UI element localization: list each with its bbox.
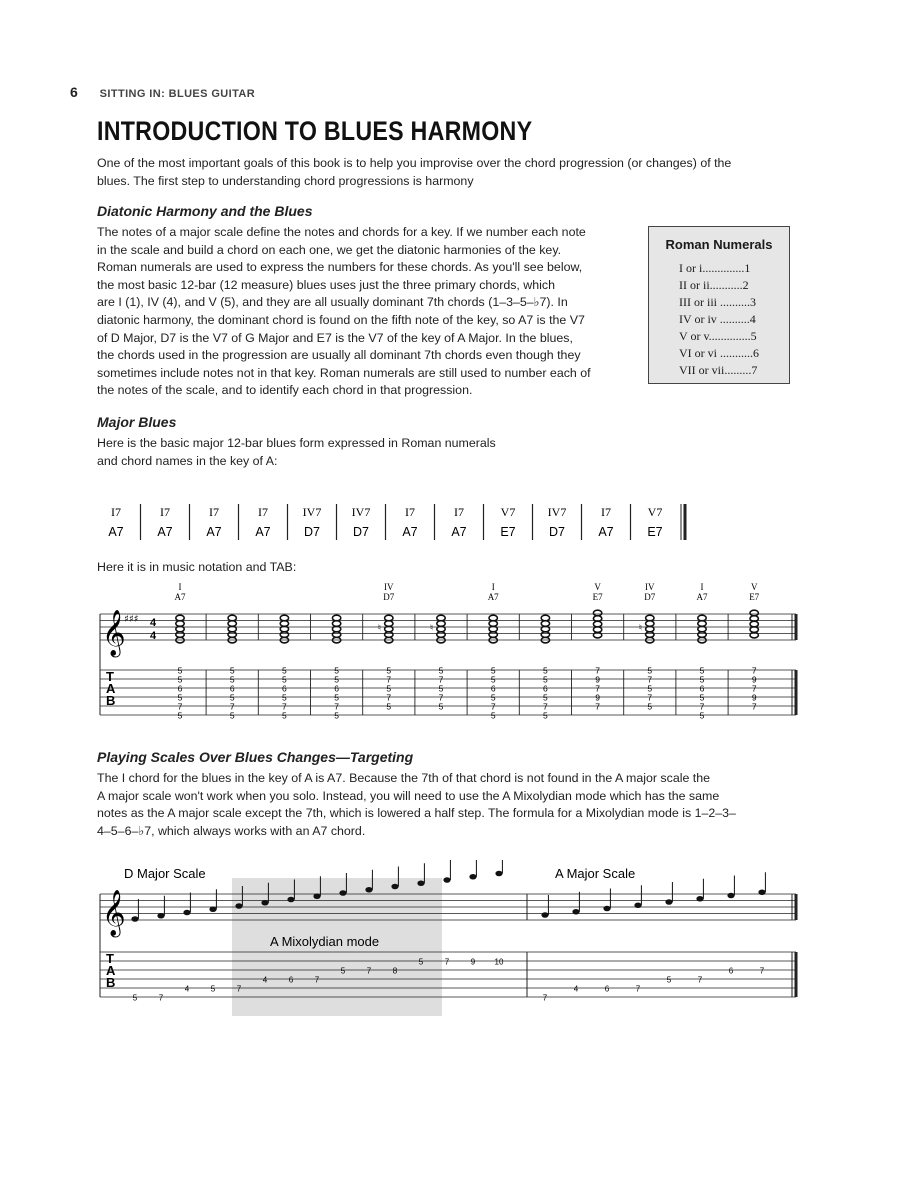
chart-numeral: I7 bbox=[209, 505, 219, 519]
scale-note bbox=[261, 900, 268, 906]
natural-sign-icon: ♮ bbox=[430, 622, 434, 633]
diatonic-line: the most basic 12-bar (12 measure) blues uses just the three primary chords, which bbox=[97, 277, 555, 292]
tab-fret-number: 5 bbox=[647, 701, 653, 712]
tab-fret-number: 5 bbox=[386, 701, 392, 712]
scales-line: The I chord for the blues in the key of A is A7. Because the 7th of that chord is not found in the A major scale the bbox=[97, 771, 711, 785]
tab-fret-number: 7 bbox=[543, 701, 548, 712]
tab-fret-number: 5 bbox=[334, 710, 339, 721]
time-signature-top: 4 bbox=[150, 617, 157, 629]
tab-fret-number: 7 bbox=[635, 984, 641, 994]
scale-note bbox=[696, 896, 703, 902]
tab-fret-number: 7 bbox=[314, 975, 320, 985]
tab-clef-letter: T bbox=[106, 950, 114, 966]
tab-clef-letter: A bbox=[106, 680, 116, 696]
tab-fret-number: 4 bbox=[262, 975, 268, 985]
diatonic-line: Roman numerals are used to express the numbers for these chords. As you'll see below, bbox=[97, 260, 583, 275]
tab-fret-number: 5 bbox=[177, 692, 183, 703]
scale-note bbox=[209, 906, 216, 912]
roman-numeral-row: III or iii ..........3 bbox=[679, 295, 756, 309]
scale-note bbox=[495, 871, 502, 877]
tab-fret-number: 9 bbox=[470, 957, 476, 967]
tab-fret-number: 7 bbox=[759, 966, 765, 976]
notation-chord-name: A7 bbox=[487, 592, 499, 602]
diatonic-line: The notes of a major scale define the notes and chords for a key. If we number each note bbox=[97, 225, 586, 239]
chart-numeral: V7 bbox=[647, 505, 663, 519]
diatonic-line: of D Major, D7 is the V7 of G Major and E7 is the V7 of the key of A Major. In the blues, bbox=[97, 330, 573, 345]
tab-fret-number: 7 bbox=[751, 683, 757, 694]
tab-fret-number: 5 bbox=[490, 710, 496, 721]
scales-svg bbox=[0, 860, 900, 1020]
chart-chord: D7 bbox=[304, 525, 320, 539]
time-signature-bottom: 4 bbox=[150, 630, 157, 642]
major-blues-line-1: Here is the basic major 12-bar blues form expressed in Roman numerals bbox=[97, 436, 496, 450]
tab-fret-number: 5 bbox=[282, 710, 287, 721]
roman-numeral-row: IV or iv ..........4 bbox=[679, 312, 756, 326]
chart-numeral: IV7 bbox=[351, 505, 371, 519]
tab-fret-number: 5 bbox=[438, 701, 444, 712]
tab-fret-number: 5 bbox=[490, 692, 496, 703]
tab-fret-number: 5 bbox=[543, 710, 548, 721]
chart-numeral: I7 bbox=[454, 505, 464, 519]
tab-fret-number: 9 bbox=[595, 674, 600, 685]
tab-fret-number: 9 bbox=[751, 674, 757, 685]
roman-numeral-row: I or i..............1 bbox=[679, 261, 751, 275]
chart-numeral: IV7 bbox=[547, 505, 567, 519]
notation-numeral: I bbox=[491, 582, 495, 592]
tab-fret-number: 5 bbox=[282, 692, 287, 703]
intro-line-2: blues. The first step to understanding chord progressions is harmony bbox=[97, 173, 474, 188]
natural-sign-icon: ♮ bbox=[638, 622, 643, 633]
natural-sign-icon: ♮ bbox=[377, 622, 382, 633]
diatonic-line: the notes of the scale, and to identify each chord in that progression. bbox=[97, 383, 473, 398]
a-major-label: A Major Scale bbox=[555, 866, 636, 881]
scales-line: A major scale won't work when you solo. Instead, you will need to use the A Mixolydian mode which has the same bbox=[97, 788, 720, 803]
tab-fret-number: 5 bbox=[699, 674, 705, 685]
diatonic-line: sometimes include notes not in that key. Roman numerals are still used to number each of bbox=[97, 365, 591, 380]
tab-fret-number: 7 bbox=[490, 701, 496, 712]
tab-fret-number: 6 bbox=[229, 683, 235, 694]
roman-numeral-row: V or v..............5 bbox=[679, 329, 757, 343]
tab-clef-letter: B bbox=[106, 693, 116, 709]
page-title: INTRODUCTION TO BLUES HARMONY bbox=[97, 116, 533, 146]
tab-fret-number: 5 bbox=[229, 674, 235, 685]
major-blues-line-2: and chord names in the key of A: bbox=[97, 453, 278, 468]
roman-numeral-row: VI or vi ...........6 bbox=[679, 346, 759, 360]
tab-fret-number: 7 bbox=[229, 701, 235, 712]
treble-clef-icon: 𝄞 bbox=[102, 890, 126, 936]
tab-fret-number: 7 bbox=[647, 692, 653, 703]
notation-chord-name: D7 bbox=[644, 592, 656, 602]
tab-fret-number: 5 bbox=[666, 975, 672, 985]
scale-note bbox=[157, 913, 164, 919]
tab-fret-number: 5 bbox=[177, 674, 183, 685]
chart-chord: E7 bbox=[647, 525, 663, 539]
tab-fret-number: 5 bbox=[229, 692, 235, 703]
tab-fret-number: 5 bbox=[699, 710, 705, 721]
d-major-label: D Major Scale bbox=[124, 866, 206, 881]
key-signature-sharps-icon: ♯♯♯ bbox=[124, 613, 139, 625]
diatonic-paragraph bbox=[97, 224, 642, 400]
tab-fret-number: 6 bbox=[490, 683, 496, 694]
scales-heading: Playing Scales Over Blues Changes—Targeting bbox=[97, 749, 414, 765]
roman-numeral-row: VII or vii.........7 bbox=[679, 363, 758, 377]
scale-note bbox=[541, 912, 548, 918]
scale-note bbox=[313, 893, 320, 899]
tab-fret-number: 6 bbox=[334, 683, 339, 694]
scale-note bbox=[339, 890, 346, 896]
tab-fret-number: 7 bbox=[542, 993, 548, 1003]
scale-note bbox=[603, 906, 610, 912]
diatonic-heading: Diatonic Harmony and the Blues bbox=[97, 203, 313, 219]
tab-fret-number: 7 bbox=[751, 665, 757, 676]
running-title: SITTING IN: BLUES GUITAR bbox=[99, 88, 256, 100]
diatonic-line: diatonic harmony, the dominant chord is found on the fifth note of the key, so A7 is the V7 bbox=[97, 312, 585, 327]
tab-fret-number: 5 bbox=[177, 710, 183, 721]
tab-fret-number: 5 bbox=[282, 674, 287, 685]
tab-fret-number: 7 bbox=[444, 957, 450, 967]
diatonic-line: are I (1), IV (4), and V (5), and they are all usually dominant 7th chords (1–3–5–♭7). In bbox=[97, 295, 568, 310]
tab-fret-number: 9 bbox=[595, 692, 600, 703]
scale-note bbox=[287, 897, 294, 903]
scale-note bbox=[469, 874, 476, 880]
tab-fret-number: 7 bbox=[386, 674, 392, 685]
tab-fret-number: 7 bbox=[438, 674, 444, 685]
tab-fret-number: 5 bbox=[282, 665, 287, 676]
tab-fret-number: 7 bbox=[438, 692, 444, 703]
scale-note bbox=[235, 903, 242, 909]
scale-note bbox=[443, 877, 450, 883]
notation-caption: Here it is in music notation and TAB: bbox=[97, 560, 297, 574]
chart-numeral: IV7 bbox=[302, 505, 322, 519]
scale-note bbox=[572, 909, 579, 915]
tab-fret-number: 5 bbox=[647, 683, 653, 694]
tab-fret-number: 5 bbox=[543, 665, 548, 676]
roman-numerals-title: Roman Numerals bbox=[665, 237, 773, 252]
tab-clef-letter: A bbox=[106, 962, 116, 978]
scale-note bbox=[758, 889, 765, 895]
chart-chord: A7 bbox=[157, 525, 173, 539]
chart-chord: A7 bbox=[451, 525, 467, 539]
tab-clef-letter: T bbox=[106, 668, 114, 684]
scale-note bbox=[417, 880, 424, 886]
tab-fret-number: 5 bbox=[210, 984, 216, 994]
tab-fret-number: 5 bbox=[334, 674, 339, 685]
tab-fret-number: 6 bbox=[699, 683, 705, 694]
notation-chord-name: E7 bbox=[592, 592, 603, 602]
tab-fret-number: 7 bbox=[282, 701, 287, 712]
scales-line: 4–5–6–♭7, which always works with an A7 chord. bbox=[97, 823, 366, 838]
running-header bbox=[70, 84, 255, 100]
chord-chart-svg bbox=[98, 500, 698, 544]
notation-numeral: I bbox=[700, 582, 704, 592]
chart-chord: A7 bbox=[206, 525, 222, 539]
tab-fret-number: 7 bbox=[386, 692, 392, 703]
tab-fret-number: 5 bbox=[132, 993, 138, 1003]
treble-clef-icon: 𝄞 bbox=[102, 610, 126, 656]
scales-notation-system bbox=[0, 860, 900, 1020]
mixolydian-label: A Mixolydian mode bbox=[270, 934, 380, 949]
tab-fret-number: 5 bbox=[543, 674, 548, 685]
chart-chord: A7 bbox=[108, 525, 124, 539]
tab-fret-number: 7 bbox=[647, 674, 653, 685]
tab-fret-number: 5 bbox=[386, 683, 392, 694]
notation-chord-name: E7 bbox=[749, 592, 760, 602]
tab-fret-number: 5 bbox=[334, 692, 339, 703]
tab-fret-number: 6 bbox=[288, 975, 294, 985]
tab-fret-number: 5 bbox=[340, 966, 346, 976]
notation-numeral: IV bbox=[384, 582, 394, 592]
chart-chord: A7 bbox=[255, 525, 271, 539]
scale-note bbox=[391, 884, 398, 890]
chart-numeral: I7 bbox=[160, 505, 170, 519]
notation-svg bbox=[0, 578, 900, 728]
tab-fret-number: 5 bbox=[543, 692, 548, 703]
tab-fret-number: 4 bbox=[184, 984, 190, 994]
chart-numeral: I7 bbox=[601, 505, 611, 519]
chart-chord: D7 bbox=[549, 525, 565, 539]
diatonic-line: the chords used in the progression are usually all dominant 7th chords even though they bbox=[97, 348, 581, 363]
intro-line-1: One of the most important goals of this book is to help you improvise over the chord progression (or changes) of the bbox=[97, 156, 732, 170]
scale-note bbox=[665, 899, 672, 905]
tab-fret-number: 5 bbox=[386, 665, 392, 676]
blues-notation-system bbox=[0, 578, 900, 728]
roman-numerals-box bbox=[648, 226, 790, 384]
page-number: 6 bbox=[70, 84, 79, 100]
tab-fret-number: 6 bbox=[604, 984, 610, 994]
tab-fret-number: 5 bbox=[647, 665, 653, 676]
tab-fret-number: 5 bbox=[490, 665, 496, 676]
tab-fret-number: 7 bbox=[751, 701, 757, 712]
tab-fret-number: 7 bbox=[595, 665, 600, 676]
scale-note bbox=[183, 910, 190, 916]
scale-note bbox=[727, 893, 734, 899]
tab-fret-number: 6 bbox=[282, 683, 287, 694]
scale-note bbox=[365, 887, 372, 893]
chart-numeral: V7 bbox=[500, 505, 516, 519]
notation-numeral: IV bbox=[645, 582, 655, 592]
tab-fret-number: 7 bbox=[595, 701, 600, 712]
tab-fret-number: 7 bbox=[595, 683, 600, 694]
tab-fret-number: 9 bbox=[751, 692, 757, 703]
chart-chord: A7 bbox=[598, 525, 614, 539]
chart-chord: E7 bbox=[500, 525, 516, 539]
tab-fret-number: 7 bbox=[177, 701, 183, 712]
roman-numeral-row: II or ii...........2 bbox=[679, 278, 749, 292]
intro-paragraph bbox=[97, 155, 797, 190]
tab-fret-number: 6 bbox=[177, 683, 183, 694]
notation-chord-name: A7 bbox=[696, 592, 708, 602]
tab-fret-number: 5 bbox=[699, 692, 705, 703]
tab-fret-number: 7 bbox=[334, 701, 339, 712]
chart-numeral: I7 bbox=[111, 505, 121, 519]
tab-fret-number: 5 bbox=[418, 957, 424, 967]
tab-fret-number: 6 bbox=[543, 683, 548, 694]
tab-fret-number: 5 bbox=[177, 665, 183, 676]
notation-chord-name: A7 bbox=[174, 592, 186, 602]
tab-fret-number: 5 bbox=[490, 674, 496, 685]
scales-paragraph bbox=[97, 770, 817, 840]
blues-chord-chart bbox=[98, 500, 698, 544]
notation-chord-name: D7 bbox=[383, 592, 395, 602]
scales-line: notes as the A major scale except the 7th, which is lowered a half step. The formula for a Mixolydian mode is 1–2–3– bbox=[97, 806, 736, 821]
tab-fret-number: 6 bbox=[728, 966, 734, 976]
tab-fret-number: 7 bbox=[699, 701, 705, 712]
chart-numeral: I7 bbox=[258, 505, 268, 519]
tab-fret-number: 8 bbox=[392, 966, 398, 976]
tab-fret-number: 5 bbox=[699, 665, 705, 676]
tab-fret-number: 5 bbox=[229, 665, 235, 676]
tab-fret-number: 5 bbox=[438, 665, 444, 676]
diatonic-line: in the scale and build a chord on each one, we get the diatonic harmonies of the key. bbox=[97, 242, 562, 257]
major-blues-heading: Major Blues bbox=[97, 414, 177, 430]
tab-fret-number: 5 bbox=[334, 665, 339, 676]
tab-fret-number: 4 bbox=[573, 984, 579, 994]
tab-fret-number: 7 bbox=[236, 984, 242, 994]
tab-fret-number: 7 bbox=[366, 966, 372, 976]
tab-clef-letter: B bbox=[106, 975, 116, 991]
scale-note bbox=[131, 916, 138, 922]
tab-fret-number: 7 bbox=[697, 975, 703, 985]
major-blues-paragraph bbox=[97, 435, 697, 470]
chart-chord: A7 bbox=[402, 525, 418, 539]
notation-numeral: V bbox=[750, 582, 758, 592]
tab-fret-number: 10 bbox=[494, 957, 504, 967]
chart-chord: D7 bbox=[353, 525, 369, 539]
tab-fret-number: 5 bbox=[229, 710, 235, 721]
notation-numeral: I bbox=[178, 582, 182, 592]
tab-fret-number: 5 bbox=[438, 683, 444, 694]
notation-numeral: V bbox=[594, 582, 601, 592]
chart-numeral: I7 bbox=[405, 505, 415, 519]
scale-note bbox=[634, 902, 641, 908]
tab-fret-number: 7 bbox=[158, 993, 164, 1003]
